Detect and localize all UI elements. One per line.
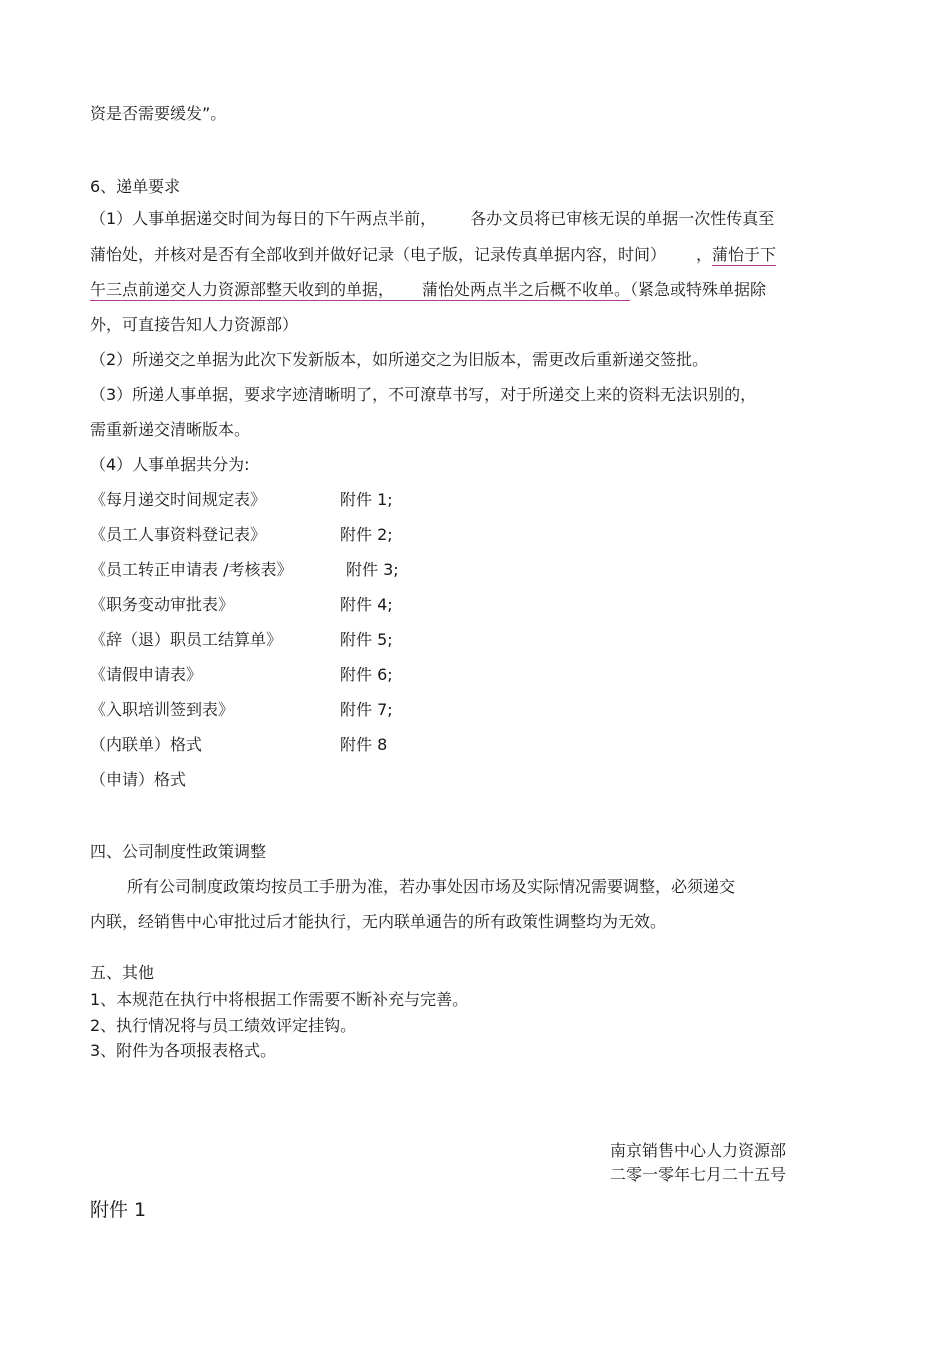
attachment-item: 《员工转正申请表 /考核表》 — [90, 560, 293, 579]
carryover-text: 资是否需要缓发”。 — [90, 104, 227, 123]
underlined-text: 午三点前递交人力资源部整天收到的单据， 蒲怡处两点半之后概不收单。 — [90, 280, 631, 299]
section-4-title: 四、公司制度性政策调整 — [90, 842, 267, 861]
section-5-item-2: 2、执行情况将与员工绩效评定挂钩。 — [90, 1016, 357, 1035]
attachment-item: （内联单）格式 — [90, 735, 203, 754]
attachment-item: 《入职培训签到表》 — [90, 700, 235, 719]
attachment-item: （申请）格式 — [90, 770, 187, 789]
section-5-item-3: 3、附件为各项报表格式。 — [90, 1041, 277, 1060]
attachment-ref: 附件 2; — [340, 525, 393, 544]
attachment-item: 《请假申请表》 — [90, 665, 203, 684]
section-4-paragraph-line-2: 内联，经销售中心审批过后才能执行，无内联单通告的所有政策性调整均为无效。 — [90, 912, 667, 931]
signature-date: 二零一零年七月二十五号 — [610, 1165, 787, 1184]
paragraph-1-line-2: 蒲怡处，并核对是否有全部收到并做好记录（电子版，记录传真单据内容，时间） ，蒲怡于下 — [90, 245, 777, 264]
paragraph-2: （2）所递交之单据为此次下发新版本，如所递交之为旧版本，需更改后重新递交签批。 — [90, 350, 709, 369]
attachment-ref: 附件 4; — [340, 595, 393, 614]
attachment-ref: 附件 7; — [340, 700, 393, 719]
attachment-ref: 附件 1; — [340, 490, 393, 509]
attachment-ref: 附件 5; — [340, 630, 393, 649]
section-6-title: 6、递单要求 — [90, 177, 181, 196]
section-5-title: 五、其他 — [90, 963, 155, 982]
section-4-paragraph-line-1: 所有公司制度政策均按员工手册为准，若办事处因市场及实际情况需要调整，必须递交 — [127, 877, 736, 896]
attachment-item: 《每月递交时间规定表》 — [90, 490, 267, 509]
paragraph-1-line-1: （1）人事单据递交时间为每日的下午两点半前， 各办文员将已审核无误的单据一次性传真至 — [90, 209, 775, 228]
paragraph-1-line-3: 午三点前递交人力资源部整天收到的单据， 蒲怡处两点半之后概不收单。（紧急或特殊单据除 — [90, 280, 767, 299]
underlined-text: 蒲怡于下 — [712, 245, 777, 264]
paragraph-3-line-2: 需重新递交清晰版本。 — [90, 420, 251, 439]
attachment-item: 《职务变动审批表》 — [90, 595, 235, 614]
paragraph-1-line-4: 外，可直接告知人力资源部） — [90, 315, 299, 334]
attachment-item: 《员工人事资料登记表》 — [90, 525, 267, 544]
section-5-item-1: 1、本规范在执行中将根据工作需要不断补充与完善。 — [90, 990, 469, 1009]
paragraph-4: （4）人事单据共分为: — [90, 455, 250, 474]
attachment-ref: 附件 8 — [340, 735, 388, 754]
attachment-ref: 附件 3; — [346, 560, 399, 579]
attachment-item: 《辞（退）职员工结算单》 — [90, 630, 283, 649]
signature-organization: 南京销售中心人力资源部 — [610, 1141, 787, 1160]
appendix-heading: 附件 1 — [90, 1199, 147, 1221]
attachment-ref: 附件 6; — [340, 665, 393, 684]
paragraph-3-line-1: （3）所递人事单据，要求字迹清晰明了，不可潦草书写，对于所递交上来的资料无法识别的， — [90, 385, 757, 404]
